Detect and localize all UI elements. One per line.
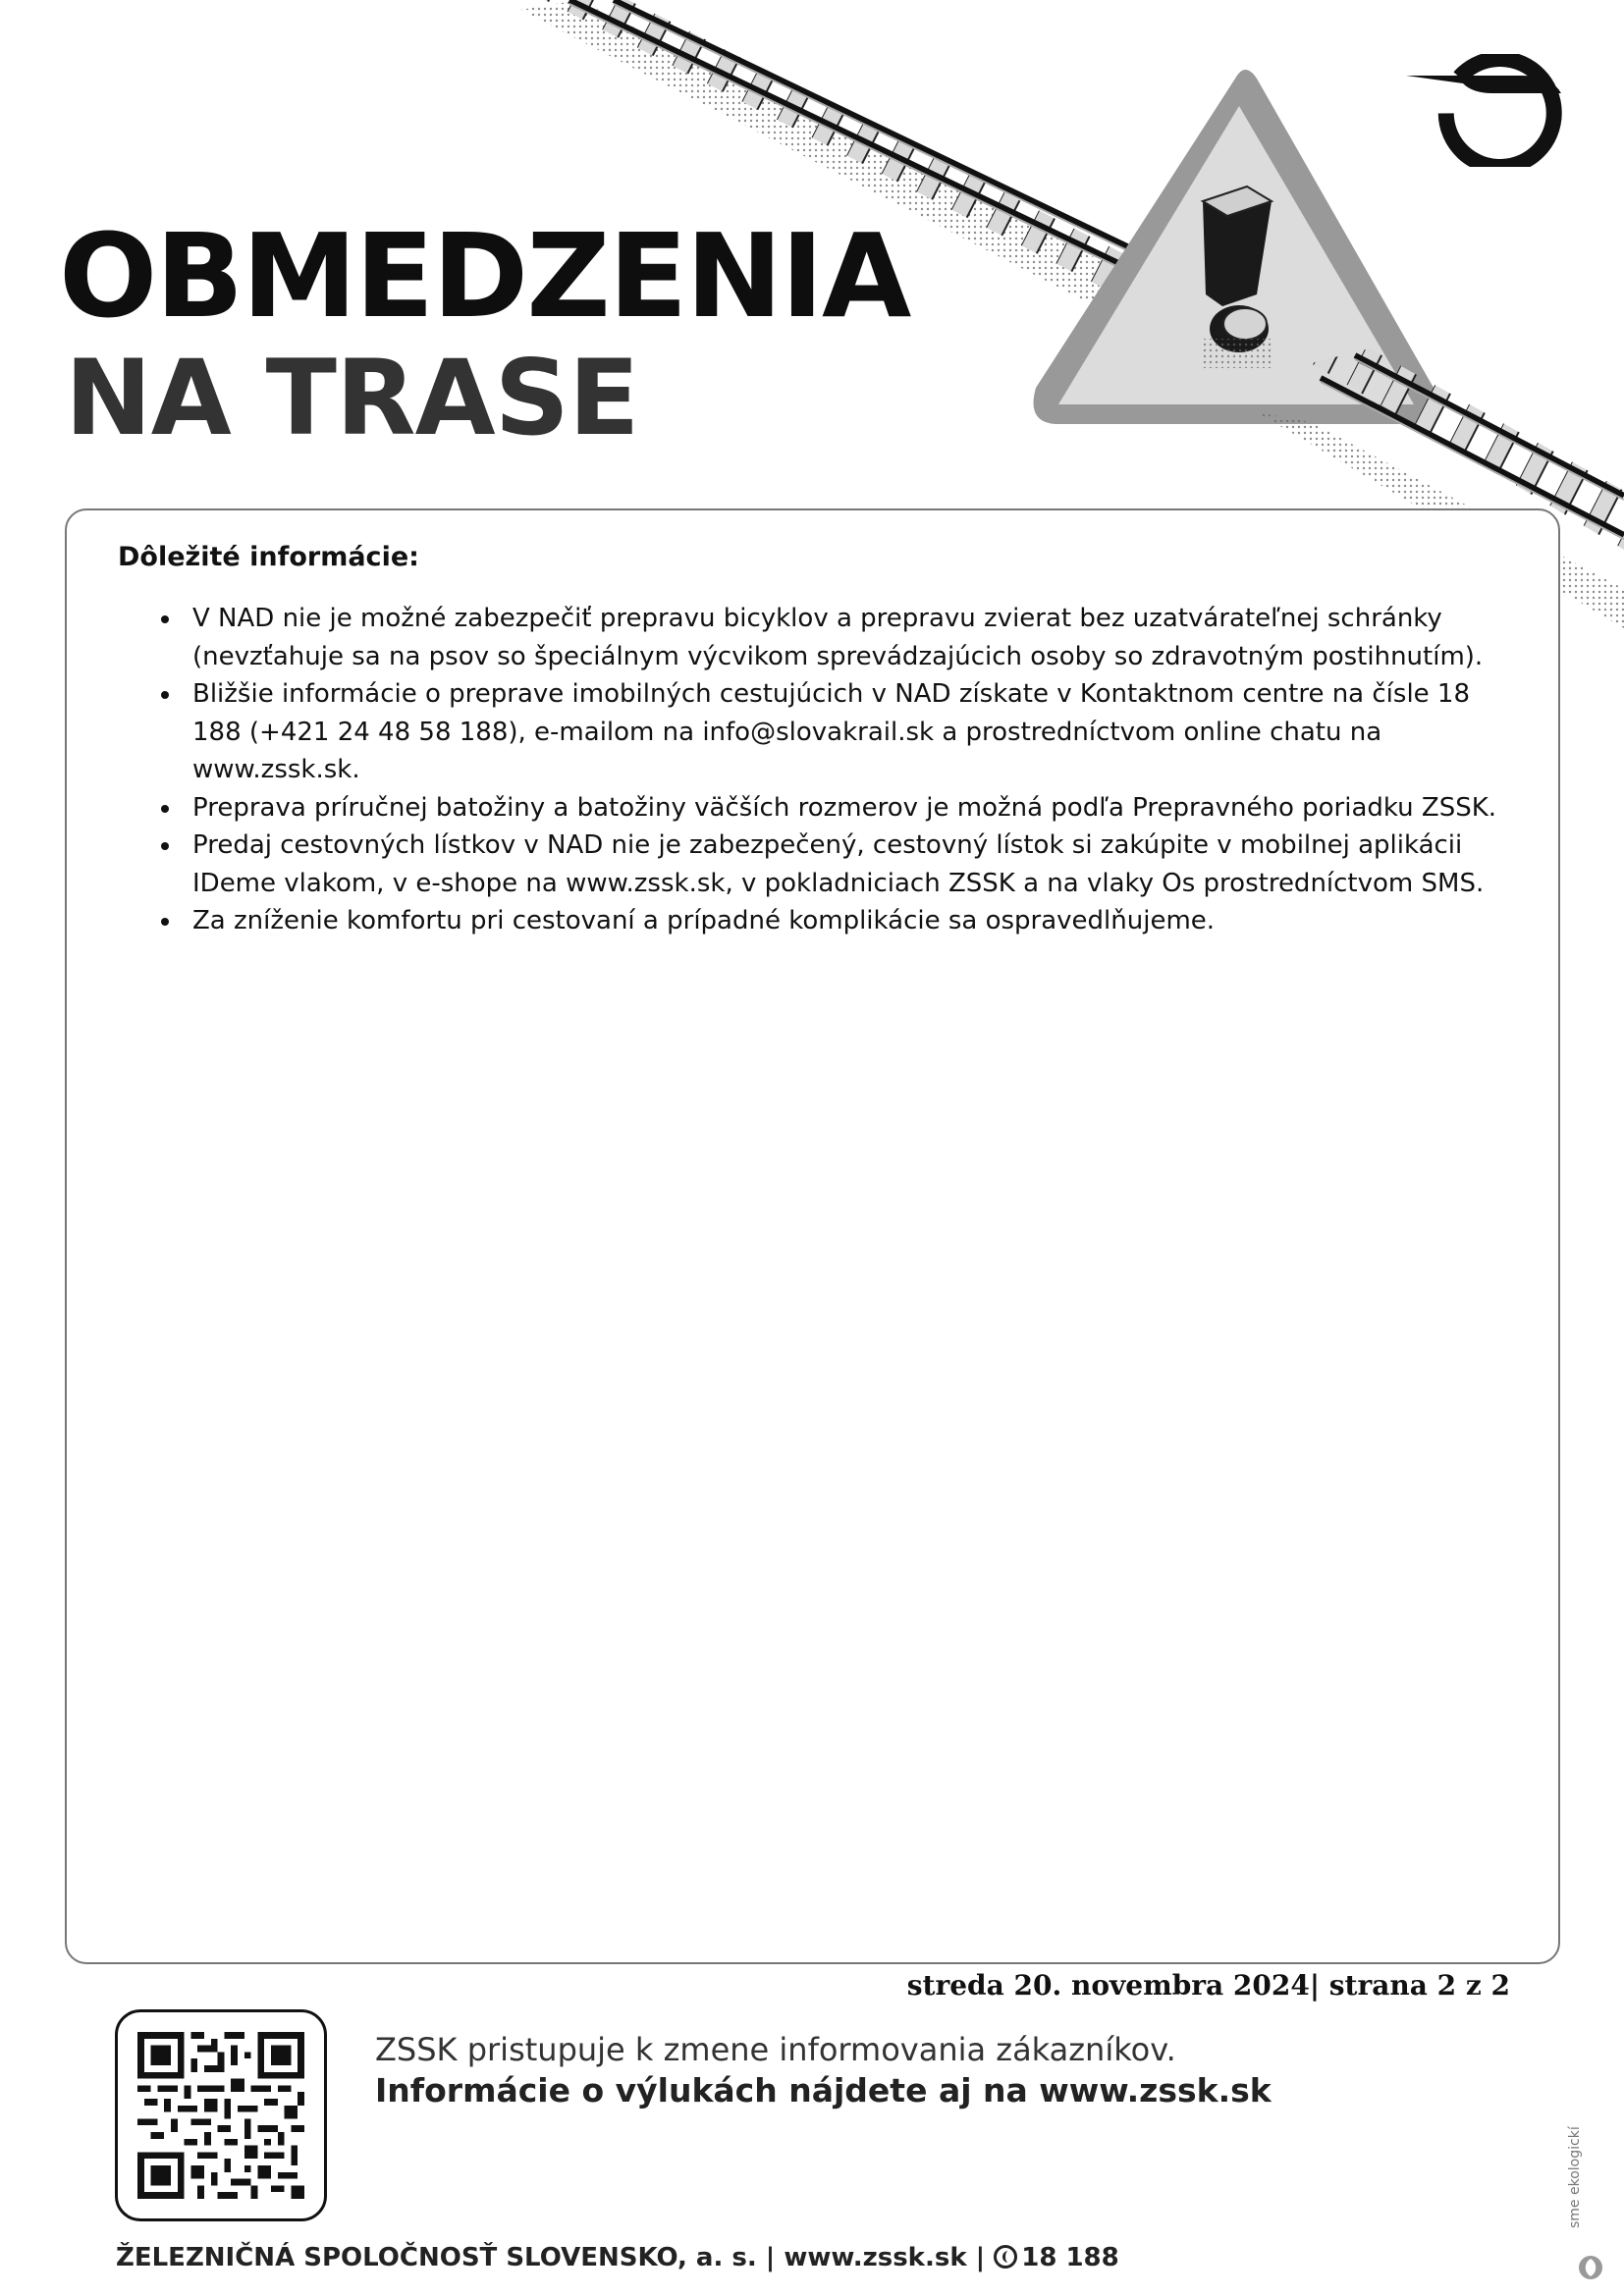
notice-website: Informácie o výlukách nájdete aj na www.zssk.sk	[375, 2071, 1272, 2109]
qr-code[interactable]	[115, 2009, 327, 2221]
notice-text: ZSSK pristupuje k zmene informovania zákazníkov.	[375, 2031, 1176, 2068]
phone-icon	[994, 2245, 1017, 2269]
qr-code-icon	[137, 2032, 304, 2199]
eco-label: sme ekologickí	[1567, 2126, 1583, 2228]
list-item: • Predaj cestovných lístkov v NAD nie je zabezpečený, cestovný lístok si zakúpite v mobilnej aplikácii IDeme vlakom, v e-shope na www.zssk.sk, v pokladniciach ZSSK a na vlaky Os prostredníctvom SMS.	[183, 827, 1499, 902]
list-item: • Za zníženie komfortu pri cestovaní a prípadné komplikácie sa ospravedlňujeme.	[183, 902, 1499, 940]
eco-leaf-icon	[1576, 2253, 1605, 2282]
info-heading: Dôležité informácie:	[118, 542, 419, 572]
page-subtitle: NA TRASE	[65, 338, 639, 458]
company-footer	[116, 2243, 1119, 2272]
page-title: OBMEDZENIA	[59, 208, 910, 344]
date-page-indicator: streda 20. novembra 2024| strana 2 z 2	[906, 1969, 1510, 2002]
list-item: • Bližšie informácie o preprave imobilných cestujúcich v NAD získate v Kontaktnom centre na čísle 18 188 (+421 24 48 58 188), e-mailom na info@slovakrail.sk a prostredníctvom online chatu na www.zssk.sk.	[183, 675, 1499, 789]
info-box	[65, 508, 1560, 1964]
zssk-logo-icon	[1404, 54, 1576, 167]
list-item: • V NAD nie je možné zabezpečiť prepravu bicyklov a prepravu zvierat bez uzatvárateľnej schránky (nevzťahuje sa na psov so špeciálnym výcvikom sprevádzajúcich osoby so zdravotným postihnutím).	[183, 600, 1499, 675]
phone-number: 18 188	[1021, 2243, 1119, 2272]
list-item: • Preprava príručnej batožiny a batožiny väčších rozmerov je možná podľa Prepravného poriadku ZSSK.	[183, 789, 1499, 828]
info-list	[118, 600, 1499, 940]
company-info: ŽELEZNIČNÁ SPOLOČNOSŤ SLOVENSKO, a. s. | www.zssk.sk |	[116, 2243, 995, 2272]
